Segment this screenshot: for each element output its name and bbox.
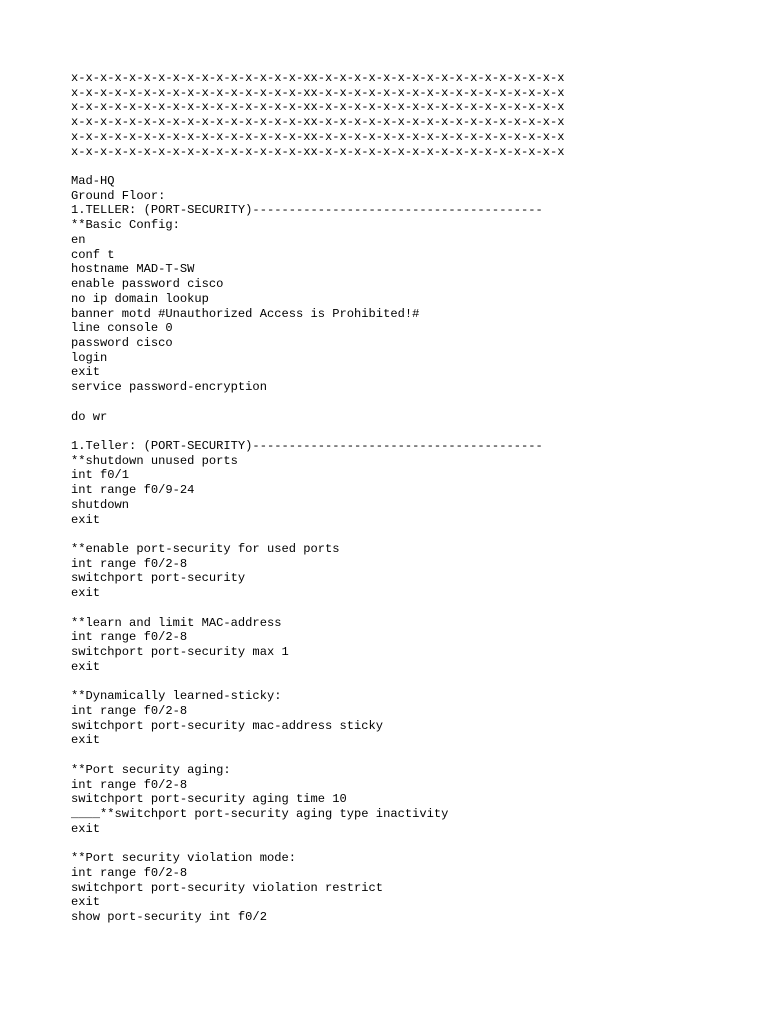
text-line: exit <box>71 512 101 527</box>
text-line: switchport port-security mac-address sticky <box>71 718 384 733</box>
text-line: exit <box>71 733 101 748</box>
text-line: Mad-HQ <box>71 174 115 189</box>
text-line: hostname MAD-T-SW <box>71 262 195 277</box>
text-line: switchport port-security violation restrict <box>71 880 384 895</box>
text-line: exit <box>71 895 101 910</box>
text-line: x-x-x-x-x-x-x-x-x-x-x-x-x-x-x-x-xx-x-x-x-x-x-x-x-x-x-x-x-x-x-x-x-x-x <box>71 144 565 159</box>
text-line: conf t <box>71 247 115 262</box>
blank-line <box>71 424 761 439</box>
text-line: int range f0/9-24 <box>71 483 195 498</box>
blank-line <box>71 395 761 410</box>
blank-line <box>71 527 761 542</box>
text-line: x-x-x-x-x-x-x-x-x-x-x-x-x-x-x-x-xx-x-x-x-x-x-x-x-x-x-x-x-x-x-x-x-x-x <box>71 115 565 130</box>
text-line: int f0/1 <box>71 468 130 483</box>
text-line: en <box>71 232 86 247</box>
blank-line <box>71 836 761 851</box>
text-line: enable password cisco <box>71 277 224 292</box>
text-line: int range f0/2-8 <box>71 865 188 880</box>
text-line: no ip domain lookup <box>71 291 209 306</box>
text-line: **enable port-security for used ports <box>71 542 340 556</box>
text-line: **learn and limit MAC-address <box>71 615 282 630</box>
text-line: x-x-x-x-x-x-x-x-x-x-x-x-x-x-x-x-xx-x-x-x-x-x-x-x-x-x-x-x-x-x-x-x-x-x <box>71 71 565 85</box>
text-line: switchport port-security <box>71 571 246 586</box>
text-line: banner motd #Unauthorized Access is Prohibited!# <box>71 306 420 321</box>
text-line: service password-encryption <box>71 380 267 395</box>
document-body <box>71 71 761 925</box>
text-line: login <box>71 350 108 365</box>
text-line: **shutdown unused ports <box>71 453 238 468</box>
blank-line <box>71 601 761 616</box>
text-line: **Dynamically learned-sticky: <box>71 689 282 704</box>
text-line: switchport port-security max 1 <box>71 645 289 660</box>
text-line: switchport port-security aging time 10 <box>71 792 347 807</box>
text-line: password cisco <box>71 335 173 350</box>
text-line: exit <box>71 365 101 380</box>
text-line: **Port security violation mode: <box>71 851 296 866</box>
text-line: Ground Floor: <box>71 188 166 203</box>
text-line: **Port security aging: <box>71 762 231 777</box>
blank-line <box>71 159 761 174</box>
text-line: exit <box>71 821 101 836</box>
text-line: shutdown <box>71 497 130 512</box>
text-line: int range f0/2-8 <box>71 777 188 792</box>
text-line: do wr <box>71 409 108 424</box>
text-line: **Basic Config: <box>71 218 180 233</box>
text-line: 1.TELLER: (PORT-SECURITY)---------------------------------------- <box>71 203 543 218</box>
blank-line <box>71 674 761 689</box>
text-line: int range f0/2-8 <box>71 703 188 718</box>
text-line: exit <box>71 586 101 601</box>
text-line: x-x-x-x-x-x-x-x-x-x-x-x-x-x-x-x-xx-x-x-x-x-x-x-x-x-x-x-x-x-x-x-x-x-x <box>71 129 565 144</box>
text-line: int range f0/2-8 <box>71 630 188 645</box>
text-line: 1.Teller: (PORT-SECURITY)---------------------------------------- <box>71 438 543 453</box>
blank-line <box>71 748 761 763</box>
text-line: int range f0/2-8 <box>71 556 188 571</box>
text-line: ____**switchport port-security aging type inactivity <box>71 806 449 821</box>
text-line: x-x-x-x-x-x-x-x-x-x-x-x-x-x-x-x-xx-x-x-x-x-x-x-x-x-x-x-x-x-x-x-x-x-x <box>71 85 565 100</box>
text-line: show port-security int f0/2 <box>71 909 267 924</box>
text-line: x-x-x-x-x-x-x-x-x-x-x-x-x-x-x-x-xx-x-x-x-x-x-x-x-x-x-x-x-x-x-x-x-x-x <box>71 100 565 115</box>
text-line: line console 0 <box>71 321 173 336</box>
text-line: exit <box>71 659 101 674</box>
